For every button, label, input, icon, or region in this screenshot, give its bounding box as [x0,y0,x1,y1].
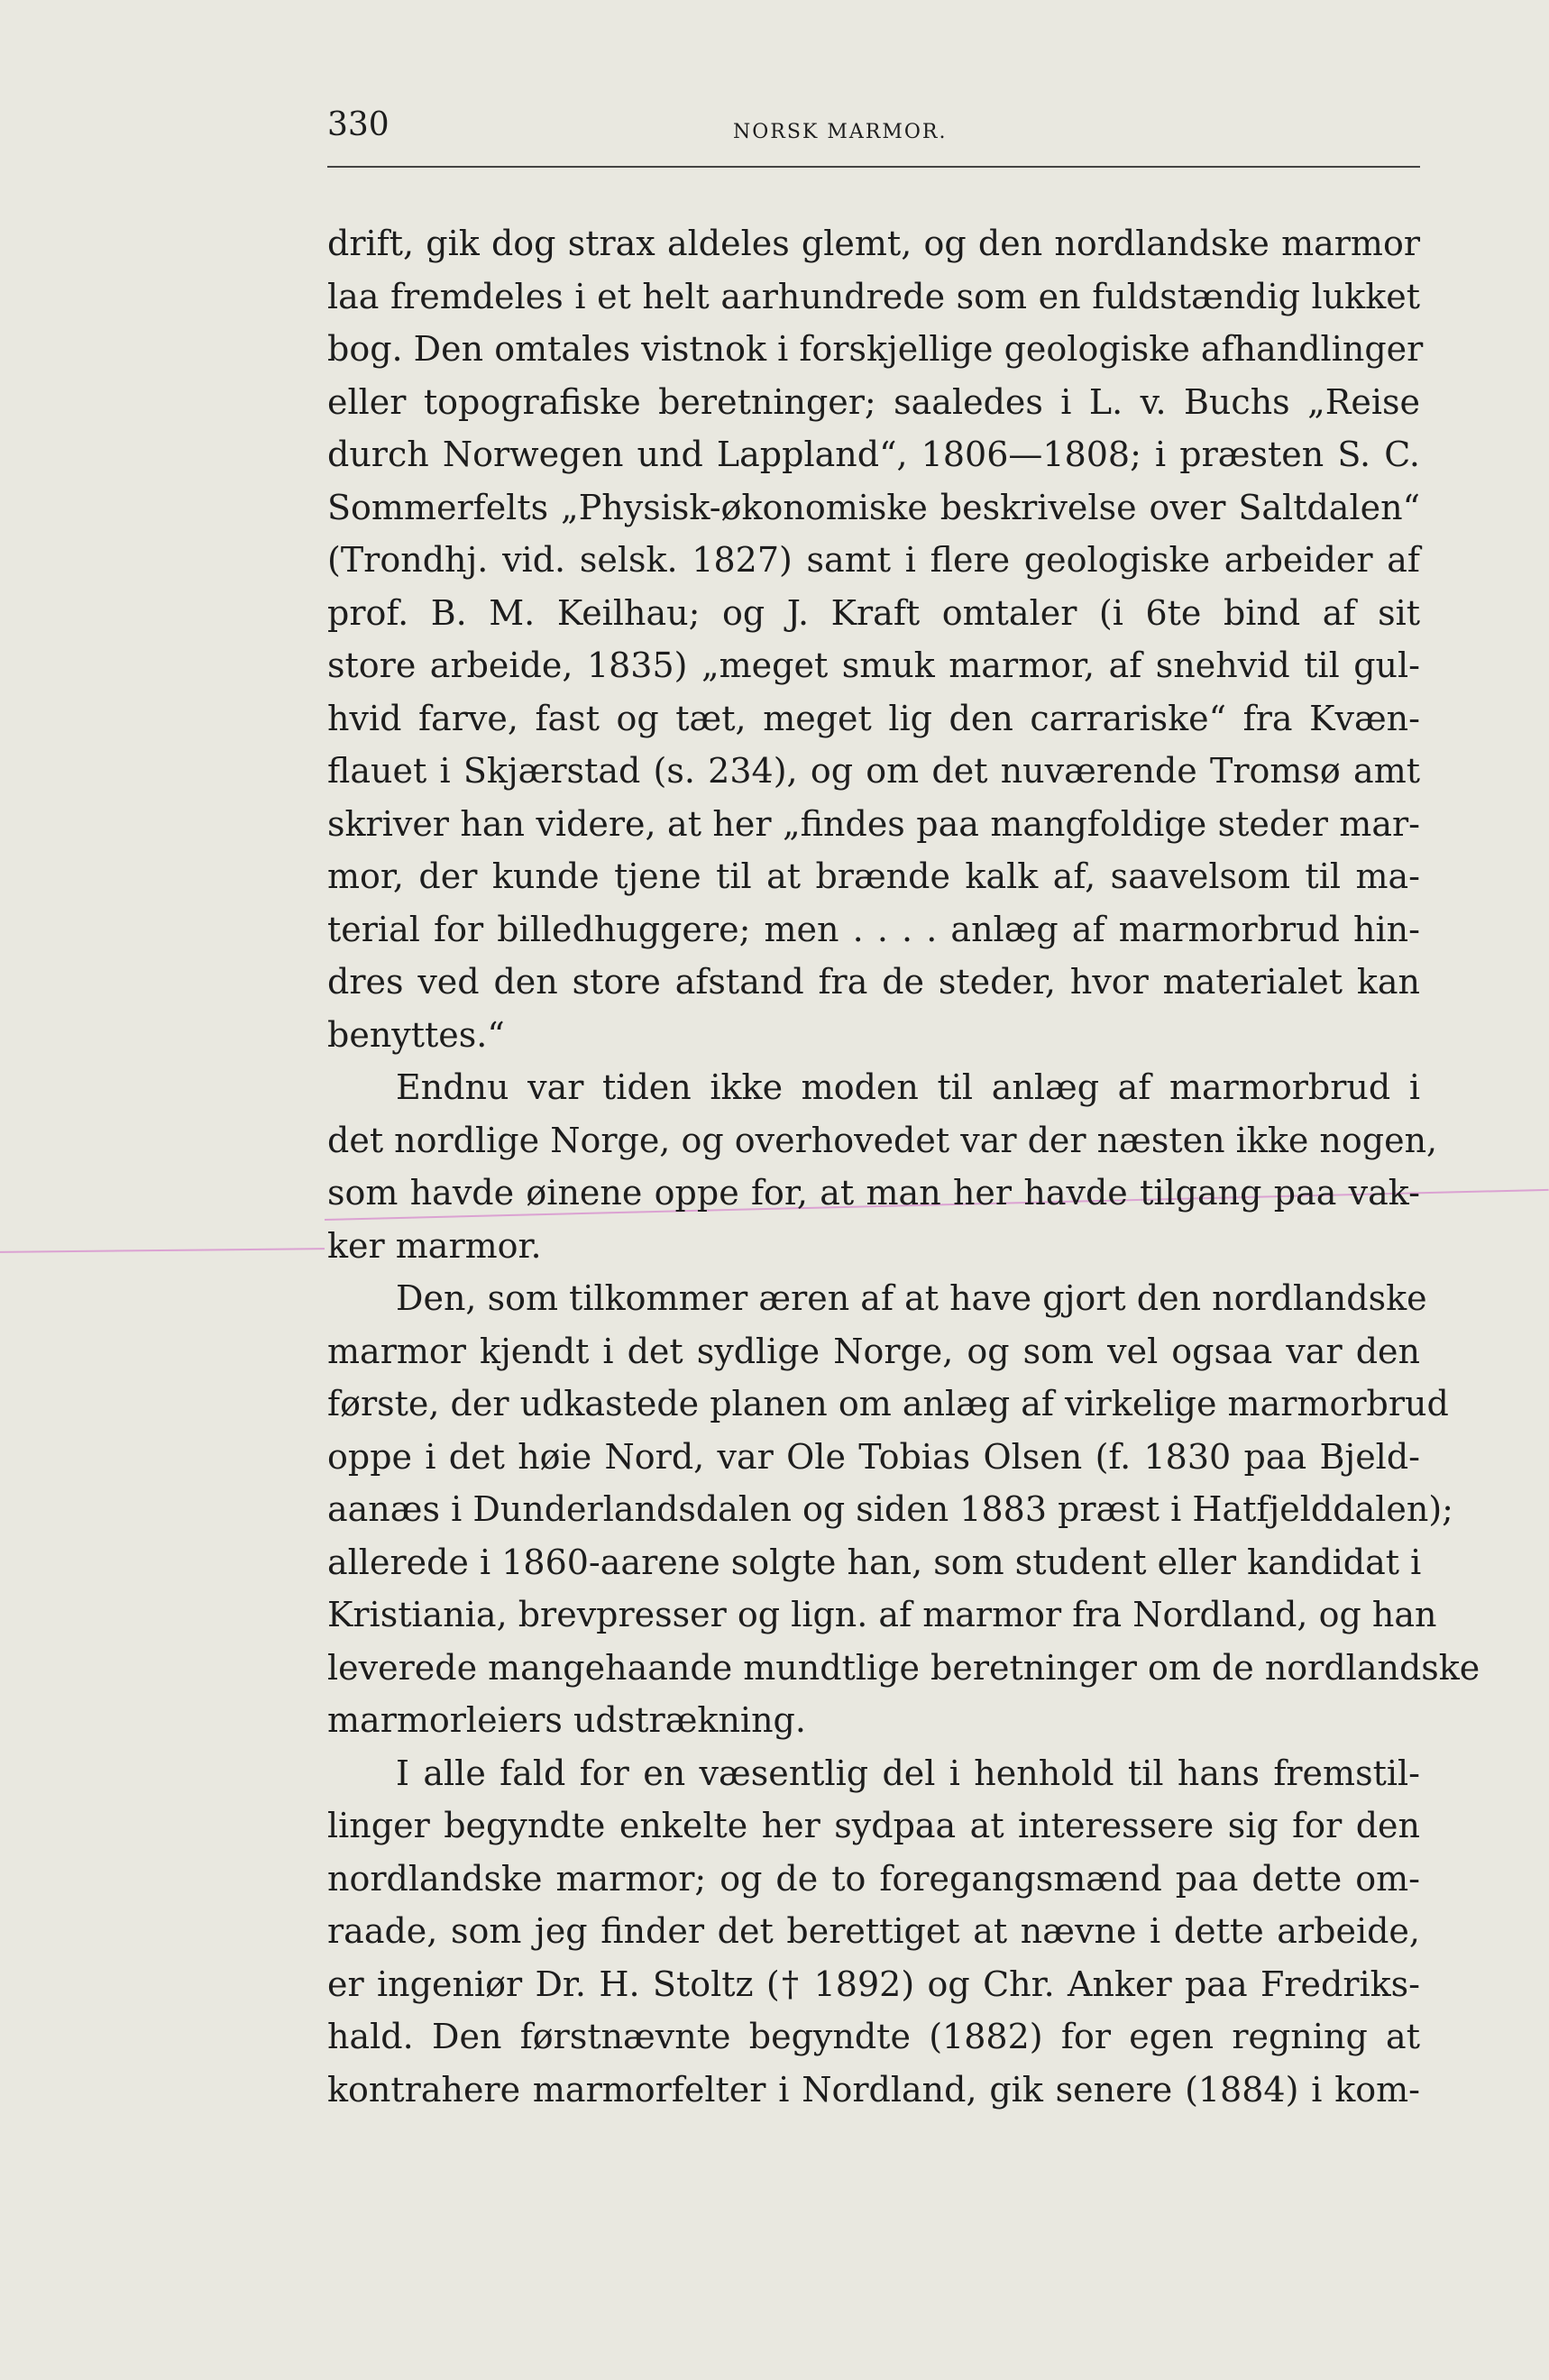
text-line: aanæs i Dunderlandsdalen og siden 1883 præst i Hatfjelddalen); [327,1489,1453,1529]
text-line: drift, gik dog strax aldeles glemt, og den nordlandske marmor [327,224,1420,263]
book-page [327,106,1480,2116]
text-line: marmor kjendt i det sydlige Norge, og som vel ogsaa var den [327,1331,1420,1371]
text-line: laa fremdeles i et helt aarhundrede som en fuldstændig lukket [327,276,1420,316]
text-line: første, der udkastede planen om anlæg af virkelige marmorbrud [327,1384,1449,1423]
text-line: hvid farve, fast og tæt, meget lig den carrariske“ fra Kvæn- [327,698,1420,738]
text-line: bog. Den omtales vistnok i forskjellige geologiske afhandlinger [327,329,1424,369]
text-line: Sommerfelts „Physisk-økonomiske beskrivelse over Saltdalen“ [327,487,1420,527]
running-title: NORSK MARMOR. [733,121,948,143]
scan-mark-line [0,1248,325,1253]
text-line: benyttes.“ [327,1014,505,1055]
text-line: store arbeide, 1835) „meget smuk marmor, af snehvid til gul- [327,645,1420,685]
header-rule [327,166,1420,168]
text-line: Kristiania, brevpresser og lign. af marmor fra Nordland, og han [327,1595,1437,1634]
text-line: linger begyndte enkelte her sydpaa at interessere sig for den [327,1806,1420,1845]
text-line: det nordlige Norge, og overhovedet var der næsten ikke nogen, [327,1120,1438,1160]
text-line: nordlandske marmor; og de to foregangsmænd paa dette om- [327,1858,1420,1899]
text-line: skriver han videre, at her „findes paa mangfoldige steder mar- [327,803,1420,844]
page-number: 330 [327,106,390,143]
text-line: eller topografiske beretninger; saaledes i L. v. Buchs „Reise [327,381,1420,422]
paragraph-start-line: Den, som tilkommer æren af at have gjort den nordlandske [396,1278,1427,1318]
running-head [327,106,1420,150]
text-line: leverede mangehaande mundtlige beretninger om de nordlandske [327,1647,1480,1688]
text-line: terial for billedhuggere; men . . . . anlæg af marmorbrud hin- [327,909,1420,949]
text-line: (Trondhj. vid. selsk. 1827) samt i flere geologiske arbeider af [327,540,1420,580]
text-line: kontrahere marmorfelter i Nordland, gik senere (1884) i kom- [327,2069,1420,2110]
paragraph-start-line: Endnu var tiden ikke moden til anlæg af marmorbrud i [396,1067,1420,1107]
text-line: dres ved den store afstand fra de steder, hvor materialet kan [327,962,1420,1002]
text-line: marmorleiers udstrækning. [327,1700,806,1740]
text-line: flauet i Skjærstad (s. 234), og om det nuværende Tromsø amt [327,751,1420,791]
text-line: allerede i 1860-aarene solgte han, som student eller kandidat i [327,1542,1422,1582]
text-line: er ingeniør Dr. H. Stoltz († 1892) og Chr. Anker paa Fredriks- [327,1964,1420,2004]
text-line: mor, der kunde tjene til at brænde kalk af, saavelsom til ma- [327,856,1420,896]
text-line: oppe i det høie Nord, var Ole Tobias Olsen (f. 1830 paa Bjeld- [327,1436,1420,1477]
text-line: raade, som jeg finder det berettiget at nævne i dette arbeide, [327,1911,1420,1951]
body-text [327,217,1480,2116]
paragraph-start-line: I alle fald for en væsentlig del i henhold til hans fremstil- [396,1753,1420,1793]
text-line: prof. B. M. Keilhau; og J. Kraft omtaler (i 6te bind af sit [327,592,1420,633]
text-line: durch Norwegen und Lappland“, 1806—1808; i præsten S. C. [327,435,1420,474]
text-line: som havde øinene oppe for, at man her havde tilgang paa vak- [327,1173,1420,1213]
text-line: ker marmor. [327,1225,542,1266]
text-line: hald. Den førstnævnte begyndte (1882) for egen regning at [327,2017,1420,2056]
